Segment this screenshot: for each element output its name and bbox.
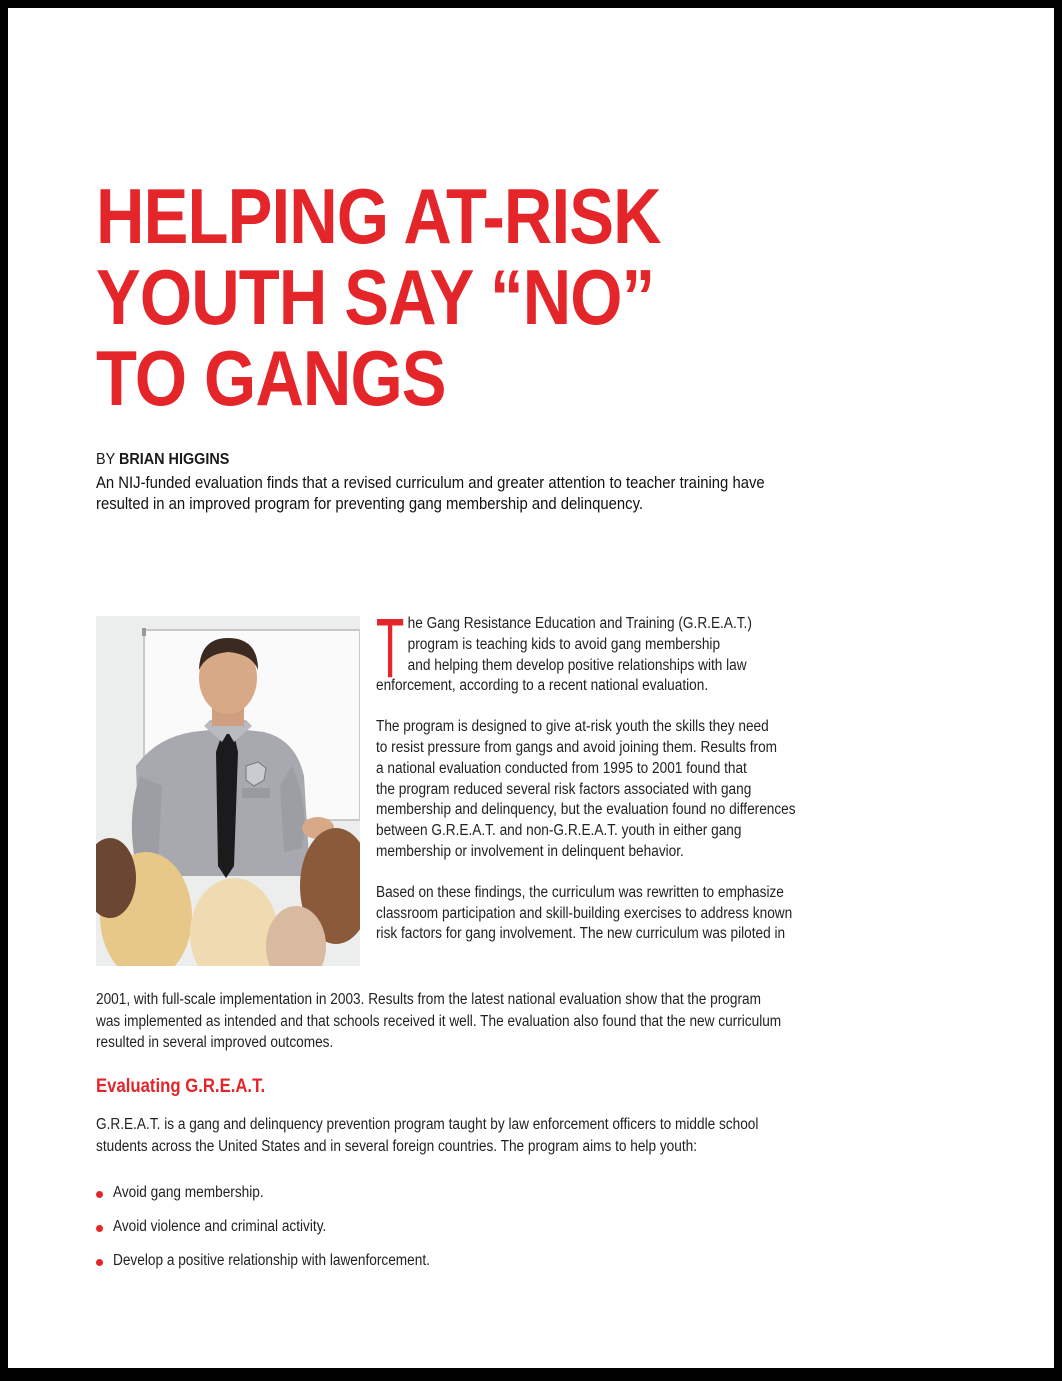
paragraph-line: students across the United States and in several foreign countries. The program aims to help youth: xyxy=(96,1137,697,1155)
bullet-icon xyxy=(96,1259,103,1266)
list-item xyxy=(96,1218,473,1252)
paragraph-line: he Gang Resistance Education and Training (G.R.E.A.T.) xyxy=(407,615,752,632)
list-item-text: Avoid gang membership. xyxy=(113,1184,264,1201)
paragraph-line: was implemented as intended and that schools received it well. The evaluation also found that the new curriculum xyxy=(96,1012,782,1030)
list-item-text: Avoid violence and criminal activity. xyxy=(113,1218,327,1235)
body-column xyxy=(376,614,846,945)
bullet-icon xyxy=(96,1191,103,1198)
document-page xyxy=(8,8,1054,1368)
paragraph-line: enforcement, according to a recent national evaluation. xyxy=(376,677,709,695)
title-line-3: TO GANGS xyxy=(96,334,446,422)
paragraph-line: membership or involvement in delinquent behavior. xyxy=(376,842,684,860)
list-item xyxy=(96,1252,473,1286)
title-line-1: HELPING AT-RISK xyxy=(96,172,661,260)
paragraph-line: risk factors for gang involvement. The new curriculum was piloted in xyxy=(376,925,786,943)
aims-list xyxy=(96,1184,473,1286)
paragraph-line: Based on these findings, the curriculum was rewritten to emphasize xyxy=(376,883,784,901)
paragraph-line: between G.R.E.A.T. and non-G.R.E.A.T. youth in either gang xyxy=(376,822,742,840)
body-wide-paragraph xyxy=(96,989,875,1054)
paragraph-line: resulted in several improved outcomes. xyxy=(96,1034,334,1051)
section-intro xyxy=(96,1114,849,1157)
deck-line: An NIJ-funded evaluation finds that a revised curriculum and greater attention to teacher training have xyxy=(96,474,765,492)
drop-cap: T xyxy=(376,601,405,695)
list-item-text: Develop a positive relationship with lawenforcement. xyxy=(113,1252,430,1269)
article-title xyxy=(96,172,661,422)
byline xyxy=(96,451,229,469)
paragraph-line: membership and delinquency, but the evaluation found no differences xyxy=(376,801,796,819)
paragraph-line: 2001, with full-scale implementation in 2003. Results from the latest national evaluation show that the program xyxy=(96,991,761,1008)
paragraph-line: G.R.E.A.T. is a gang and delinquency prevention program taught by law enforcement officers to middle school xyxy=(96,1116,759,1133)
title-line-2: YOUTH SAY “NO” xyxy=(96,253,655,341)
section-heading: Evaluating G.R.E.A.T. xyxy=(96,1076,266,1097)
author-name: BRIAN HIGGINS xyxy=(118,451,230,468)
deck-line: resulted in an improved program for preventing gang membership and delinquency. xyxy=(96,495,644,513)
article-deck xyxy=(96,473,798,515)
photo-illustration xyxy=(96,616,360,966)
paragraph-line: a national evaluation conducted from 1995 to 2001 found that xyxy=(376,759,747,777)
byline-prefix: BY xyxy=(96,451,119,468)
officer-teaching-photo xyxy=(96,616,360,966)
paragraph-line: to resist pressure from gangs and avoid joining them. Results from xyxy=(376,738,778,756)
bullet-icon xyxy=(96,1225,103,1232)
paragraph-line: program is teaching kids to avoid gang membership xyxy=(407,635,721,653)
paragraph-line: and helping them develop positive relationships with law xyxy=(407,656,747,674)
paragraph-line: The program is designed to give at-risk youth the skills they need xyxy=(376,718,769,736)
paragraph-line: the program reduced several risk factors associated with gang xyxy=(376,780,752,798)
list-item xyxy=(96,1184,473,1218)
paragraph-line: classroom participation and skill-building exercises to address known xyxy=(376,904,793,922)
